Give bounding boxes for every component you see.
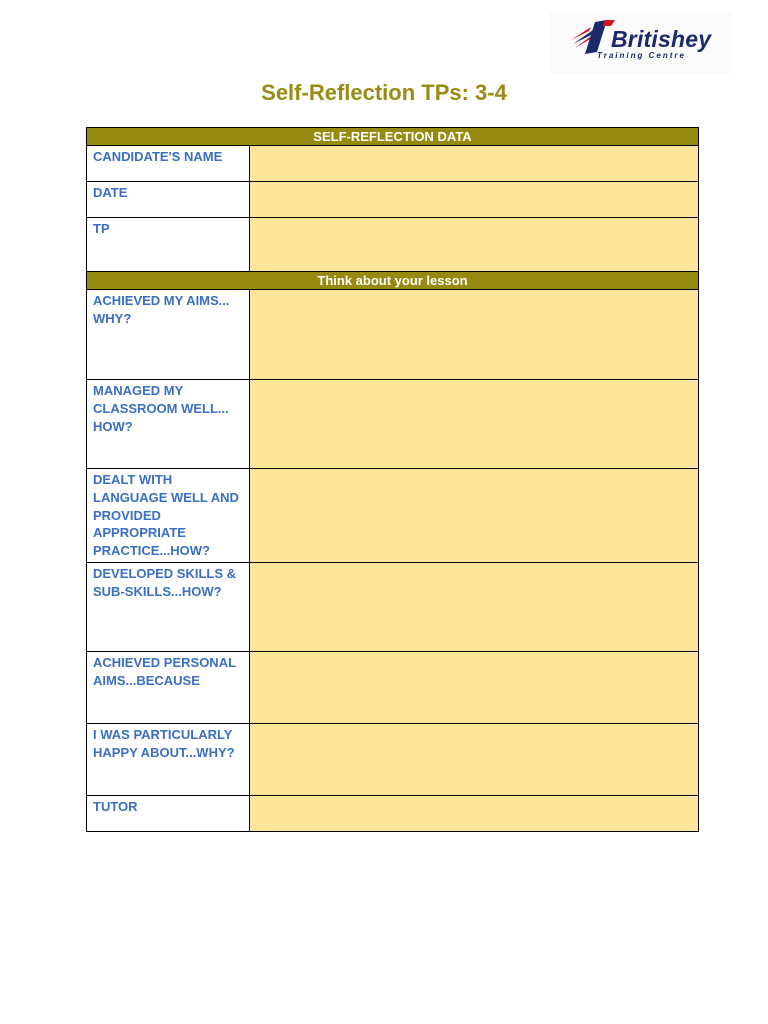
row-label-particularly-happy: I WAS PARTICULARLY HAPPY ABOUT...WHY? xyxy=(87,723,250,795)
tutor-field[interactable] xyxy=(250,795,699,831)
table-row xyxy=(87,651,699,723)
table-row xyxy=(87,218,699,272)
self-reflection-table xyxy=(86,127,699,832)
dealt-with-language-field[interactable] xyxy=(250,469,699,563)
table-row xyxy=(87,562,699,651)
section-header-row xyxy=(87,272,699,290)
personal-aims-field[interactable] xyxy=(250,651,699,723)
row-label-date: DATE xyxy=(87,182,250,218)
section-header-row xyxy=(87,128,699,146)
section-header-self-reflection-data: SELF-REFLECTION DATA xyxy=(87,128,699,146)
tp-field[interactable] xyxy=(250,218,699,272)
section-header-think-about-lesson: Think about your lesson xyxy=(87,272,699,290)
row-label-personal-aims: ACHIEVED PERSONAL AIMS...BECAUSE xyxy=(87,651,250,723)
table-row xyxy=(87,290,699,380)
row-label-developed-skills: DEVELOPED SKILLS & SUB-SKILLS...HOW? xyxy=(87,562,250,651)
date-field[interactable] xyxy=(250,182,699,218)
logo xyxy=(549,12,732,74)
logo-brand-text: Britishey xyxy=(611,26,712,52)
logo-tagline: Training Centre xyxy=(597,51,686,60)
row-label-achieved-aims: ACHIEVED MY AIMS... WHY? xyxy=(87,290,250,380)
developed-skills-field[interactable] xyxy=(250,562,699,651)
table-row xyxy=(87,723,699,795)
row-label-tp: TP xyxy=(87,218,250,272)
table-row xyxy=(87,469,699,563)
table-row xyxy=(87,146,699,182)
managed-classroom-field[interactable] xyxy=(250,380,699,469)
particularly-happy-field[interactable] xyxy=(250,723,699,795)
candidate-name-field[interactable] xyxy=(250,146,699,182)
row-label-tutor: TUTOR xyxy=(87,795,250,831)
row-label-managed-classroom: MANAGED MY CLASSROOM WELL... HOW? xyxy=(87,380,250,469)
achieved-aims-field[interactable] xyxy=(250,290,699,380)
row-label-dealt-with-language: DEALT WITH LANGUAGE WELL AND PROVIDED APPROPRIATE PRACTICE...HOW? xyxy=(87,469,250,563)
table-row xyxy=(87,380,699,469)
page-title: Self-Reflection TPs: 3-4 xyxy=(261,80,507,105)
table-row xyxy=(87,182,699,218)
row-label-candidate-name: CANDIDATE'S NAME xyxy=(87,146,250,182)
table-row xyxy=(87,795,699,831)
